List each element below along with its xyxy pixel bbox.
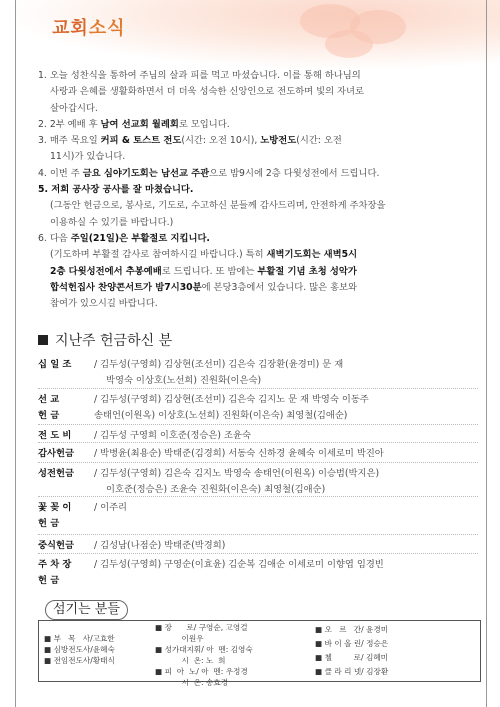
offering-line: / 이주리 <box>94 502 128 513</box>
offering-line: 이호준(정승은) 조윤숙 진원화(이은숙) 최영철(김애순) <box>106 484 326 495</box>
text: 로 드립니다. 또 밤에는 <box>161 265 258 277</box>
announcement-3 <box>38 133 478 149</box>
announcement-5 <box>38 182 478 198</box>
offering-line: / 김두성(구영희) 구영순(이효윤) 김순복 김애순 이세로미 이향엽 임경빈 <box>94 559 384 570</box>
serving-entry: ■ 심방전도사/윤혜숙 <box>44 645 115 654</box>
offering-names <box>94 500 478 516</box>
offering-label: 주 차 장 <box>38 559 72 570</box>
serving-box <box>38 620 481 687</box>
announcement-6c <box>38 280 478 296</box>
offering-label: 성전헌금 <box>38 468 74 479</box>
serving-entry: ■ 오 르 간/ 윤경미 <box>315 625 389 634</box>
serving-entry: 시 온: 송효경 <box>155 678 229 687</box>
announcement-5a: (그동안 헌금으로, 봉사로, 기도로, 수고하신 분들께 감사드리며, 안전하게 주차장을 <box>50 200 386 212</box>
offering-names <box>94 557 478 573</box>
page-title <box>52 14 126 40</box>
text: 에 본당3층에서 있습니다. 많은 홍보와 <box>201 281 358 293</box>
serving-entry: 시 온: 노 희 <box>155 656 226 665</box>
emphasis: 노방전도 <box>260 135 297 147</box>
announcement-6 <box>38 231 478 247</box>
offerings-title <box>38 330 172 350</box>
offering-names <box>94 466 478 498</box>
announcement-6a <box>38 247 478 263</box>
serving-entry: ■ 성가대지휘/ 아 멘: 김영숙 <box>155 645 253 654</box>
offering-label: 선 교 <box>38 394 60 405</box>
text: (시간: 오전 <box>296 135 342 147</box>
offering-label: 꽃 꽂 이 <box>38 502 72 513</box>
announcement-5b: 이용하실 수 있기를 바랍니다.) <box>50 216 174 228</box>
emphasis: 합석헌집사 찬양콘서트가 밤7시30분 <box>50 281 202 293</box>
serving-entry: ■ 장 로/ 구영순, 고영걸 <box>155 623 248 632</box>
emphasis: 주일(21일)은 부활절로 지킵니다. <box>70 232 210 244</box>
emphasis: 남여 선교회 월례회 <box>100 118 179 130</box>
serving-title: 섬기는 분들 <box>45 600 128 620</box>
announcement-1c: 살아갑시다. <box>50 102 98 114</box>
text: (시간: 오전 10시), <box>181 135 261 147</box>
serving-column-3 <box>315 623 477 679</box>
text: 6. 다음 <box>38 232 71 244</box>
text: 3. 매주 목요일 <box>38 135 101 147</box>
row-divider <box>38 388 478 389</box>
announcement-1b: 사랑과 은혜를 생활화하면서 더 더욱 성숙한 신앙인으로 전도하며 빛의 자녀로 <box>50 86 364 98</box>
emphasis: 부활절 기념 초청 성악가 <box>257 265 357 277</box>
emphasis: 2층 다윗성전에서 추봉예배 <box>50 265 162 277</box>
serving-entry: ■ 피 아 노/ 아 멘: 우정경 <box>155 667 248 676</box>
text: (기도하며 부활절 감사로 참여하시길 바랍니다.) 특히 <box>50 249 267 261</box>
announcement-6b <box>38 264 478 280</box>
serving-entry: ■ 부 목 사/고효한 <box>44 634 115 643</box>
row-divider <box>38 496 478 497</box>
title-emphasis: 교회 <box>52 18 89 39</box>
announcement-1a: 1. 오늘 성찬식을 통하여 주님의 살과 피를 먹고 마셨습니다. 이를 통해 하나님의 <box>38 70 361 81</box>
offering-line: / 김두성(구영희) 김상현(조선미) 김은숙 김장환(윤경미) 문 재 <box>94 359 344 370</box>
row-divider <box>38 553 478 554</box>
offering-label: 전 도 비 <box>38 430 72 441</box>
square-bullet-icon <box>38 335 48 345</box>
offering-line: / 김두성(구영희) 김상현(조선미) 김은숙 김지노 문 재 박영숙 이동주 <box>94 394 369 405</box>
offering-label: 십 일 조 <box>38 359 72 370</box>
offering-label: 중식헌금 <box>38 540 74 551</box>
serving-entry: ■ 클 라 리 넷/ 김장환 <box>315 667 389 676</box>
offering-line: 송태언(이원옥) 이상호(노선희) 진원화(이은숙) 최영철(김애순) <box>94 410 348 421</box>
text: 2. 2부 예배 후 <box>38 118 101 130</box>
offering-names <box>94 357 478 389</box>
row-divider <box>38 534 478 535</box>
serving-entry: ■ 전임전도사/황태식 <box>44 656 115 665</box>
announcement-3b: 11시)가 있습니다. <box>50 151 126 163</box>
emphasis: 새벽기도회는 새벽5시 <box>266 249 358 261</box>
offering-label: 헌 금 <box>38 518 60 529</box>
emphasis: 커피 & 토스트 전도 <box>100 135 182 147</box>
row-divider <box>38 442 478 443</box>
serving-entry: ■ 첼 로/ 김혜미 <box>315 653 388 662</box>
announcement-6d: 참여가 있으시길 바랍니다. <box>50 298 158 310</box>
serving-entry: ■ 바 이 올 린/ 정승은 <box>315 639 389 648</box>
offering-line: / 김성남(나점순) 박태준(박경희) <box>94 540 226 551</box>
offering-line: / 김두성 구영희 이호준(정승은) 조윤숙 <box>94 430 251 441</box>
text: 으로 밤9시에 2층 다윗성전에서 드립니다. <box>209 167 380 179</box>
offering-names <box>94 538 478 554</box>
offering-line: 박영숙 이상호(노선희) 진원화(이은숙) <box>106 375 262 386</box>
serving-column-2 <box>155 622 315 688</box>
emphasis: 5. 저희 공사장 공사를 잘 마쳤습니다. <box>38 184 194 196</box>
offering-label: 감사헌금 <box>38 448 74 459</box>
announcements <box>38 68 478 312</box>
row-divider <box>38 462 478 463</box>
emphasis: 금요 심야기도회는 남선교 주관 <box>82 167 210 179</box>
offering-label: 헌 금 <box>38 410 60 421</box>
announcement-4 <box>38 166 478 182</box>
serving-entry: 이원우 <box>155 634 204 643</box>
title-rest: 소식 <box>88 18 126 39</box>
offering-names <box>94 392 478 408</box>
text: 4. 이번 주 <box>38 167 83 179</box>
offering-names <box>94 408 478 424</box>
row-divider <box>38 424 478 425</box>
serving-column-1 <box>44 633 154 666</box>
offering-line: / 박병윤(최용순) 박태준(김경희) 서동숙 신하경 윤혜숙 이세로미 박진아 <box>94 448 384 459</box>
text: 로 모입니다. <box>178 118 230 130</box>
offering-names <box>94 446 478 462</box>
offerings-title-text: 지난주 헌금하신 분 <box>55 333 173 349</box>
offering-label: 헌 금 <box>38 575 60 586</box>
announcement-2 <box>38 117 478 133</box>
offering-line: / 김두성(구영희) 김은숙 김지노 박영숙 송태언(이원옥) 이승범(박지은) <box>94 468 380 479</box>
